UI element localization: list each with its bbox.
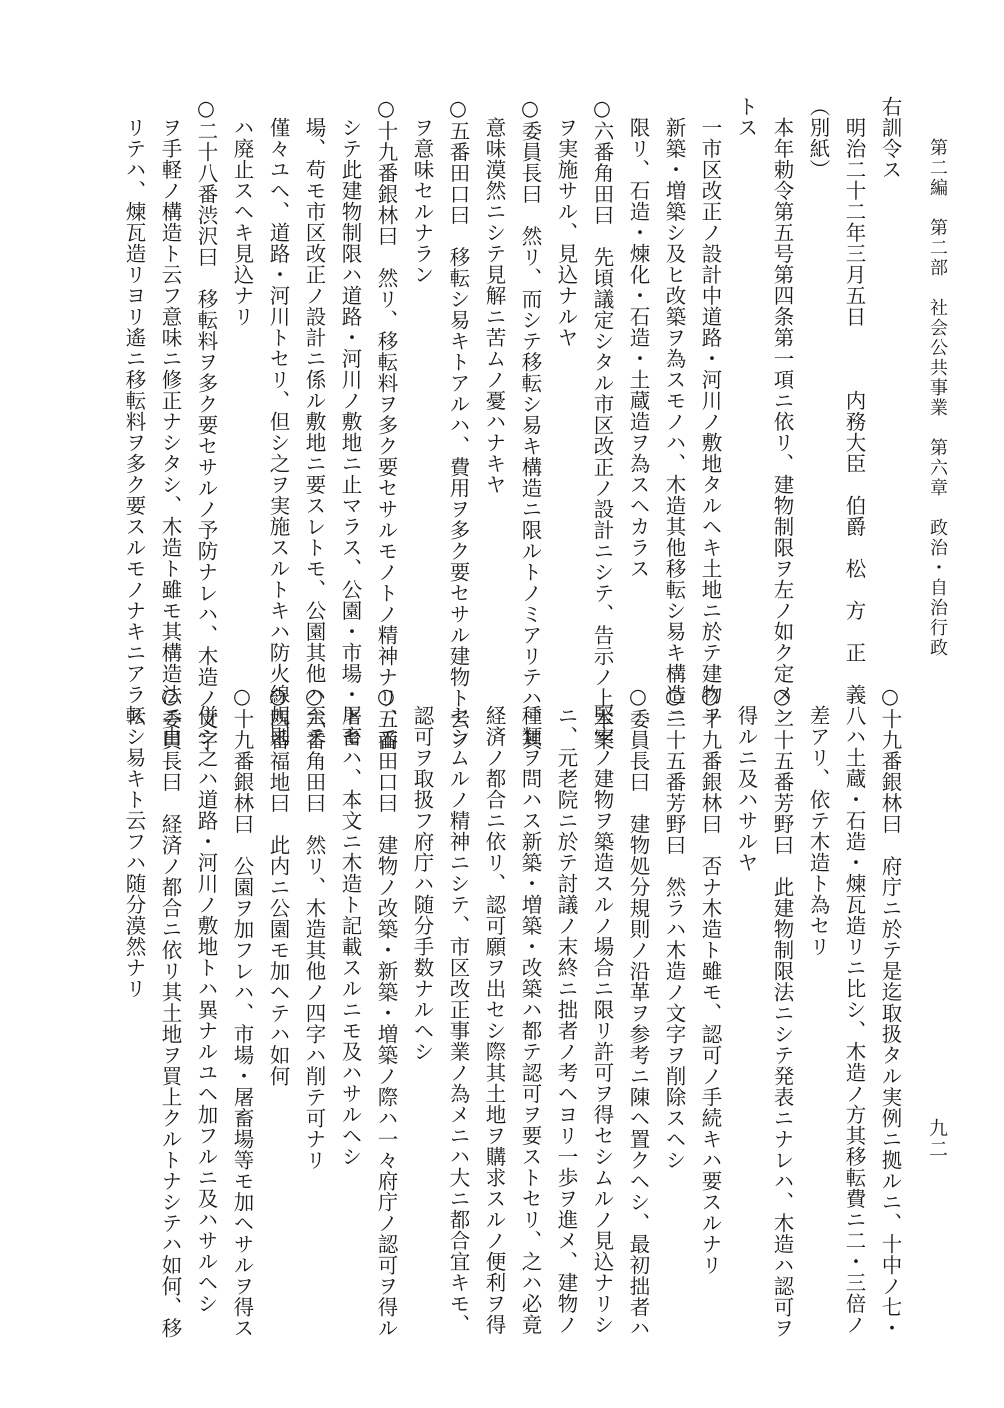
text-column: ニ、元老院ニ於テ討議ノ末終ニ拙者ノ考ヘヨリ一歩ヲ進メ、建物ノ bbox=[554, 684, 578, 1335]
text-column: 差アリ、依テ木造ト為セリ bbox=[806, 684, 830, 957]
text-column: ハ廃止スヘキ見込ナリ bbox=[230, 96, 254, 327]
text-column: トス bbox=[734, 96, 758, 138]
text-column: ○二十八番渋沢曰 移転料ヲ多ク要セサルノ予防ナレハ、木造ノ文字 bbox=[194, 96, 218, 751]
text-column: 限リ、石造・煉化・石造・土蔵造ヲ為スヘカラス bbox=[626, 96, 650, 579]
text-column: ○委員長曰 建物処分規則ノ沿革ヲ参考ニ陳ヘ置クヘシ、最初拙者ハ bbox=[626, 684, 650, 1339]
text-column: ○六番角田曰 先頃議定シタル市区改正ノ設計ニシテ、告示ノ上本案 bbox=[590, 96, 614, 751]
text-column: （別紙） bbox=[806, 96, 830, 180]
text-column: 場、苟モ市区改正ノ設計ニ係ル敷地ニ要スレトモ、公園其他ハ至テ bbox=[302, 96, 326, 747]
page-number: 九二 bbox=[926, 1118, 948, 1160]
text-column: ○十九番銀林曰 然リ、移転料ヲ多ク要セサルモノトノ精神ナリ、而 bbox=[374, 96, 398, 751]
text-column: 認可ヲ取扱フ府庁ハ随分手数ナルヘシ bbox=[410, 684, 434, 1062]
text-column: 八ハ土蔵・石造・煉瓦造リニ比シ、木造ノ方其移転費ニ二・三倍ノ bbox=[842, 684, 866, 1335]
text-column: ヲ意味セルナラン bbox=[410, 96, 434, 285]
text-column: ○十九番銀林曰 公園ヲ加フレハ、市場・屠畜場等モ加ヘサルヲ得ス bbox=[230, 684, 254, 1339]
text-column: 併シ之ハ道路・河川ノ敷地トハ異ナルユヘ加フルニ及ハサルヘシ bbox=[194, 684, 218, 1314]
text-column: ○四番福地曰 此内ニ公園モ加ヘテハ如何 bbox=[266, 684, 290, 1087]
text-column: ○十九番銀林曰 否ナ木造ト雖モ、認可ノ手続キハ要スルナリ bbox=[698, 684, 722, 1276]
text-column: ○十九番銀林曰 府庁ニ於テ是迄取扱タル実例ニ拠ルニ、十中ノ七・ bbox=[878, 684, 902, 1339]
text-column: ○二十五番芳野曰 此建物制限法ニシテ発表ニナレハ、木造ハ認可ヲ bbox=[770, 684, 794, 1339]
text-column: ヲ手軽ノ構造ト云フ意味ニ修正ナシタシ、木造ト雖モ其構造法ニ由 bbox=[158, 96, 182, 747]
text-column: 経済ノ都合ニ依リ、認可願ヲ出セシ際其土地ヲ購求スルノ便利ヲ得 bbox=[482, 684, 506, 1335]
text-column: 一市区改正ノ設計中道路・河川ノ敷地タルヘキ土地ニ於テ建物ヲ bbox=[698, 96, 722, 726]
text-column: ヲ実施サル、見込ナルヤ bbox=[554, 96, 578, 348]
text-column: 本年勅令第五号第四条第一項ニ依リ、建物制限ヲ左ノ如ク定メン bbox=[770, 96, 794, 726]
text-column: ○委員長曰 然リ、而シテ移転シ易キ構造ニ限ルトノミアリテハ、其 bbox=[518, 96, 542, 751]
text-column: 意味漠然ニシテ見解ニ苦ムノ憂ハナキヤ bbox=[482, 96, 506, 495]
text-column: ○五番田口曰 移転シ易キトアルハ、費用ヲ多ク要セサル建物ト云フ bbox=[446, 96, 470, 751]
text-column: トセハ、本文ニ木造ト記載スルニモ及ハサルヘシ bbox=[338, 684, 362, 1167]
text-column: 右訓令ス bbox=[878, 96, 902, 180]
text-column: 転シ易キト云フハ随分漠然ナリ bbox=[122, 684, 146, 999]
text-column: 明治二十二年三月五日 内務大臣 伯爵 松 方 正 義 bbox=[842, 96, 866, 705]
text-column: 僅々ユヘ、道路・河川トセリ、但シ之ヲ実施スルトキハ防火線規則 bbox=[266, 96, 290, 747]
text-column: ○六番角田曰 然リ、木造其他ノ四字ハ削テ可ナリ bbox=[302, 684, 326, 1171]
text-column: ○委員長曰 経済ノ都合ニ依リ其土地ヲ買上クルトナシテハ如何、移 bbox=[158, 684, 182, 1339]
text-column: リテハ、煉瓦造リヨリ遙ニ移転料ヲ多ク要スルモノナキニアラス bbox=[122, 96, 146, 726]
text-column: シテ此建物制限ハ道路・河川ノ敷地ニ止マラス、公園・市場・屠畜 bbox=[338, 96, 362, 747]
text-column: 堅牢ノ建物ヲ築造スルノ場合ニ限リ許可ヲ得セシムルノ見込ナリシ bbox=[590, 684, 614, 1335]
text-column: セシムルノ精神ニシテ、市区改正事業ノ為メニハ大ニ都合宜キモ、 bbox=[446, 684, 470, 1335]
running-head: 第二編 第二部 社会公共事業 第六章 政治・自治行政 bbox=[927, 138, 948, 658]
text-column: 新築・増築シ及ヒ改築ヲ為スモノハ、木造其他移転シ易キ構造ニ bbox=[662, 96, 686, 726]
text-column: 得ルニ及ハサルヤ bbox=[734, 684, 758, 873]
text-column: ○五番田口曰 建物ノ改築・新築・増築ノ際ハ一々府庁ノ認可ヲ得ル bbox=[374, 684, 398, 1339]
text-column: ○二十五番芳野曰 然ラハ木造ノ文字ヲ削除スヘシ bbox=[662, 684, 686, 1171]
text-column: 種類ヲ問ハス新築・増築・改築ハ都テ認可ヲ要ストセリ、之ハ必竟 bbox=[518, 684, 542, 1335]
